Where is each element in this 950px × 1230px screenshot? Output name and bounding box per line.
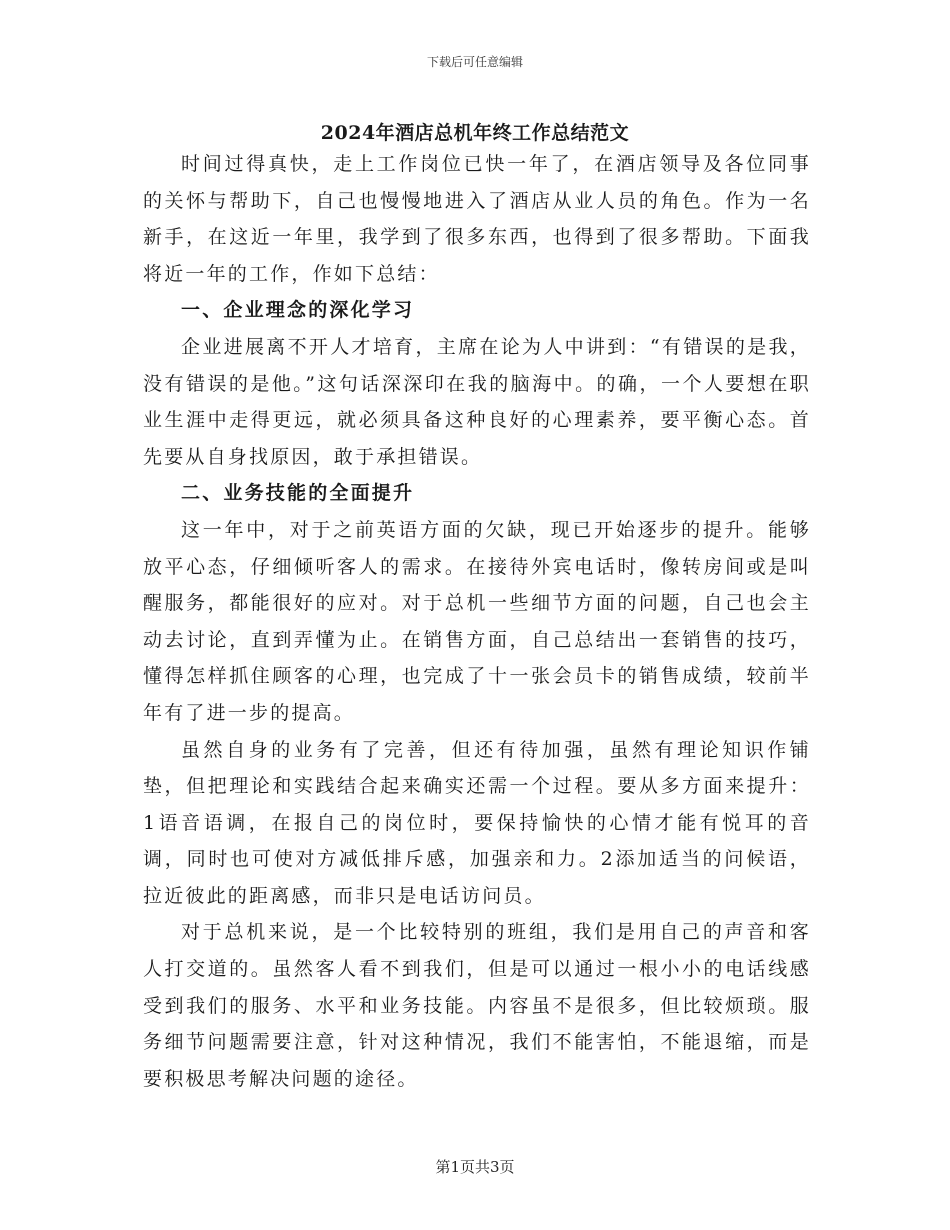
document-body bbox=[143, 146, 811, 1097]
body-paragraph: 企业进展离不开人才培育，主席在论为人中讲到：“有错误的是我，没有错误的是他。”这句话深深印在我的脑海中。的确，一个人要想在职业生涯中走得更远，就必须具备这种良好的心理素养，要平衡心态。首先要从自身找原因，敢于承担错误。 bbox=[143, 335, 811, 468]
body-paragraph: 虽然自身的业务有了完善，但还有待加强，虽然有理论知识作铺垫，但把理论和实践结合起来确实还需一个过程。要从多方面来提升：1语音语调，在报自己的岗位时，要保持愉快的心情才能有悦耳的音调，同时也可使对方减低排斥感，加强亲和力。2添加适当的问候语，拉近彼此的距离感，而非只是电话访问员。 bbox=[143, 738, 811, 907]
intro-paragraph: 时间过得真快，走上工作岗位已快一年了，在酒店领导及各位同事的关怀与帮助下，自己也慢慢地进入了酒店从业人员的角色。作为一名新手，在这近一年里，我学到了很多东西，也得到了很多帮助。下面我将近一年的工作，作如下总结： bbox=[143, 153, 811, 285]
page-header-note: 下载后可任意编辑 bbox=[426, 55, 523, 69]
body-paragraph: 这一年中，对于之前英语方面的欠缺，现已开始逐步的提升。能够放平心态，仔细倾听客人的需求。在接待外宾电话时，像转房间或是叫醒服务，都能很好的应对。对于总机一些细节方面的问题，自己也会主动去讨论，直到弄懂为止。在销售方面，自己总结出一套销售的技巧，懂得怎样抓住顾客的心理，也完成了十一张会员卡的销售成绩，较前半年有了进一步的提高。 bbox=[143, 518, 811, 724]
document-title: 2024年酒店总机年终工作总结范文 bbox=[320, 122, 630, 144]
page-number: 第1页共3页 bbox=[435, 1158, 515, 1176]
section-heading-1: 一、企业理念的深化学习 bbox=[181, 299, 415, 322]
body-paragraph: 对于总机来说，是一个比较特别的班组，我们是用自己的声音和客人打交道的。虽然客人看不到我们，但是可以通过一根小小的电话线感受到我们的服务、水平和业务技能。内容虽不是很多，但比较烦琐。服务细节问题需要注意，针对这种情况，我们不能害怕，不能退缩，而是要积极思考解决问题的途径。 bbox=[143, 921, 811, 1090]
section-heading-2: 二、业务技能的全面提升 bbox=[181, 482, 415, 505]
